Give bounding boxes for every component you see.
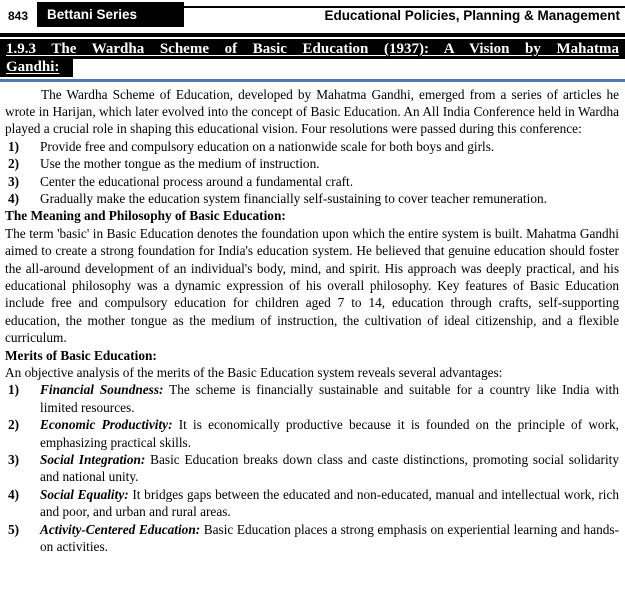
merit-item-label: Social Integration: [40,452,146,468]
meaning-paragraph: The term 'basic' in Basic Education denotes the foundation upon which the entire system is built. Mahatma Gandhi aimed to create a strong foundation for India's education system. He believed that genuine education should foster the all-around development of an individual's body, mind, and spirit. His approach was deeply practical, and his educational philosophy was a dynamic expression of his overall philosophy. Key features of Basic Education include free and compulsory education for children aged 7 to 14, education through crafts, self-supporting education, the mother tongue as the medium of instruction, the cultivation of ideal citizenship, and a flexible curriculum. [5,225,619,346]
merit-item-number: 1) [8,382,20,398]
list-item [5,138,619,155]
merits-list [5,381,619,555]
merit-item-text: The scheme is financially sustainable and suitable for a country like India with limited resources. [40,382,619,415]
section-heading [0,39,625,77]
list-item-text: Use the mother tongue as the medium of instruction. [40,156,320,172]
section-heading-line-2-wrap [0,59,625,77]
merit-item [5,521,619,556]
merit-item-label: Activity-Centered Education: [40,521,201,537]
merit-item-number: 4) [8,486,20,502]
intro-paragraph: The Wardha Scheme of Education, developed by Mahatma Gandhi, emerged from a series of articles he wrote in Harijan, which later evolved into the concept of Basic Education. An All India Conference held in Wardha played a crucial role in shaping this educational vision. Four resolutions were passed during this conference: [5,86,619,137]
list-item-number: 3) [8,173,20,189]
merit-item [5,381,619,416]
list-item [5,155,619,172]
section-heading-line-1: 1.9.3 The Wardha Scheme of Basic Education (1937): A Vision by Mahatma [0,39,625,59]
merit-item [5,486,619,521]
merit-item-text: It is economically productive because it is founded on the principle of work, emphasizing practical skills. [40,417,619,450]
page-header-title: Educational Policies, Planning & Management [324,8,620,23]
merits-intro: An objective analysis of the merits of the Basic Education system reveals several advantages: [5,365,503,380]
list-item-text: Gradually make the education system financially self-sustaining to cover teacher remuneration. [40,190,547,206]
list-item-number: 1) [8,138,20,154]
merit-item-number: 3) [8,452,20,468]
resolutions-list [5,138,619,208]
merit-item [5,416,619,451]
merit-item-label: Social Equality: [40,486,129,502]
meaning-heading: The Meaning and Philosophy of Basic Education: [5,208,286,224]
series-badge [37,2,184,27]
list-item-number: 4) [8,190,20,206]
merit-item-label: Economic Productivity: [40,417,173,433]
merit-item-number: 5) [8,521,20,537]
page-header [0,0,625,37]
merit-item [5,451,619,486]
merit-item-text: It bridges gaps between the educated and non-educated, manual and intellectual work, rich and poor, and urban and rural areas. [40,486,619,520]
series-label: Bettani Series [47,7,138,22]
page-body [0,82,625,556]
section-heading-line-2: Gandhi: [0,59,73,77]
header-bottom-rule [0,33,625,37]
merit-item-number: 2) [8,417,20,433]
page-number: 843 [8,9,31,23]
merit-item-label: Financial Soundness: [40,382,164,398]
list-item [5,173,619,190]
list-item-text: Center the educational process around a fundamental craft. [40,173,354,189]
merit-item-text: Basic Education places a strong emphasis on experiential learning and hands-on activities. [40,521,619,555]
merit-item-text: Basic Education breaks down class and caste distinctions, promoting social solidarity and national unity. [40,452,619,485]
list-item-text: Provide free and compulsory education on a nationwide scale for both boys and girls. [40,138,495,154]
list-item [5,190,619,207]
merits-heading: Merits of Basic Education: [5,347,157,363]
list-item-number: 2) [8,156,20,172]
